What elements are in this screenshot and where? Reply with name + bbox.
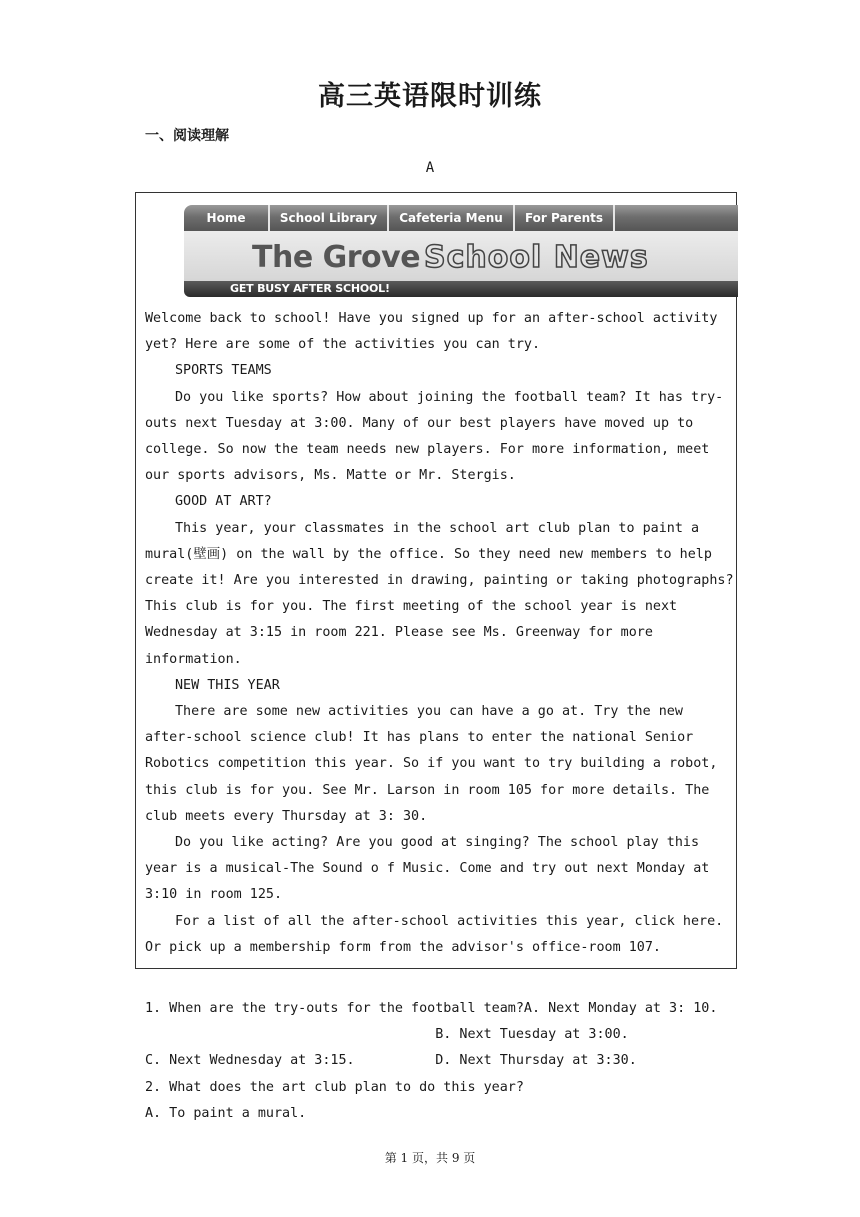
tagline: GET BUSY AFTER SCHOOL!	[230, 282, 390, 295]
newsletter-banner	[184, 205, 738, 297]
masthead-right: School News	[424, 240, 649, 275]
masthead	[184, 231, 738, 281]
question-line: 2. What does the art club plan to do this year?	[145, 1079, 524, 1095]
question-line: B. Next Tuesday at 3:00.	[145, 1027, 629, 1043]
passage-box	[135, 192, 737, 969]
tagline-bar	[184, 281, 738, 297]
question-line: C. Next Wednesday at 3:15. D. Next Thursday at 3:30.	[145, 1053, 637, 1069]
article-paragraph: There are some new activities you can have a go at. Try the new after-school science club! It has plans to enter the national Senior Robotics competition this year. So if you want to try building a robot, this club is for you. See Mr. Larson in room 105 for more details. The club meets every Thursday at 3: 30.	[145, 704, 718, 824]
nav-cafeteria-menu: Cafeteria Menu	[389, 205, 515, 231]
nav-for-parents: For Parents	[515, 205, 615, 231]
article-paragraph: Do you like sports? How about joining the football team? It has try-outs next Tuesday at 3:00. Many of our best players have moved up to college. So now the team needs new players. For more information, meet our sports advisors, Ms. Matte or Mr. Stergis.	[145, 389, 724, 484]
section-heading: 一、阅读理解	[145, 128, 229, 144]
article-body	[145, 306, 735, 961]
question-line: A. To paint a mural.	[145, 1105, 307, 1121]
article-paragraph: Welcome back to school! Have you signed up for an after-school activity yet? Here are some of the activities you can try.	[145, 311, 718, 353]
nav-home: Home	[184, 205, 270, 231]
passage-label: A	[425, 160, 435, 176]
article-paragraph: For a list of all the after-school activities this year, click here. Or pick up a membership form from the advisor's office-room 107.	[145, 913, 724, 955]
page-title: 高三英语限时训练	[318, 81, 542, 112]
page-footer: 第 1 页，共 9 页	[384, 1151, 476, 1165]
questions	[145, 996, 745, 1127]
banner-nav	[184, 205, 738, 231]
question-line: 1. When are the try-outs for the football team?A. Next Monday at 3: 10.	[145, 1001, 718, 1016]
article-heading: SPORTS TEAMS	[175, 363, 272, 379]
masthead-left: The Grove	[252, 240, 421, 275]
article-paragraph: This year, your classmates in the school art club plan to paint a mural(壁画) on the wall by the office. So they need new members to help create it! Are you interested in drawing, painting or taking photographs? This club is for you. The first meeting of the school year is next Wednesday at 3:15 in room 221. Please see Ms. Greenway for more information.	[145, 520, 734, 667]
article-heading: GOOD AT ART?	[175, 494, 272, 510]
article-paragraph: Do you like acting? Are you good at singing? The school play this year is a musical-The Sound o f Music. Come and try out next Monday at 3:10 in room 125.	[145, 835, 710, 903]
article-heading: NEW THIS YEAR	[175, 677, 280, 693]
nav-school-library: School Library	[270, 205, 389, 231]
